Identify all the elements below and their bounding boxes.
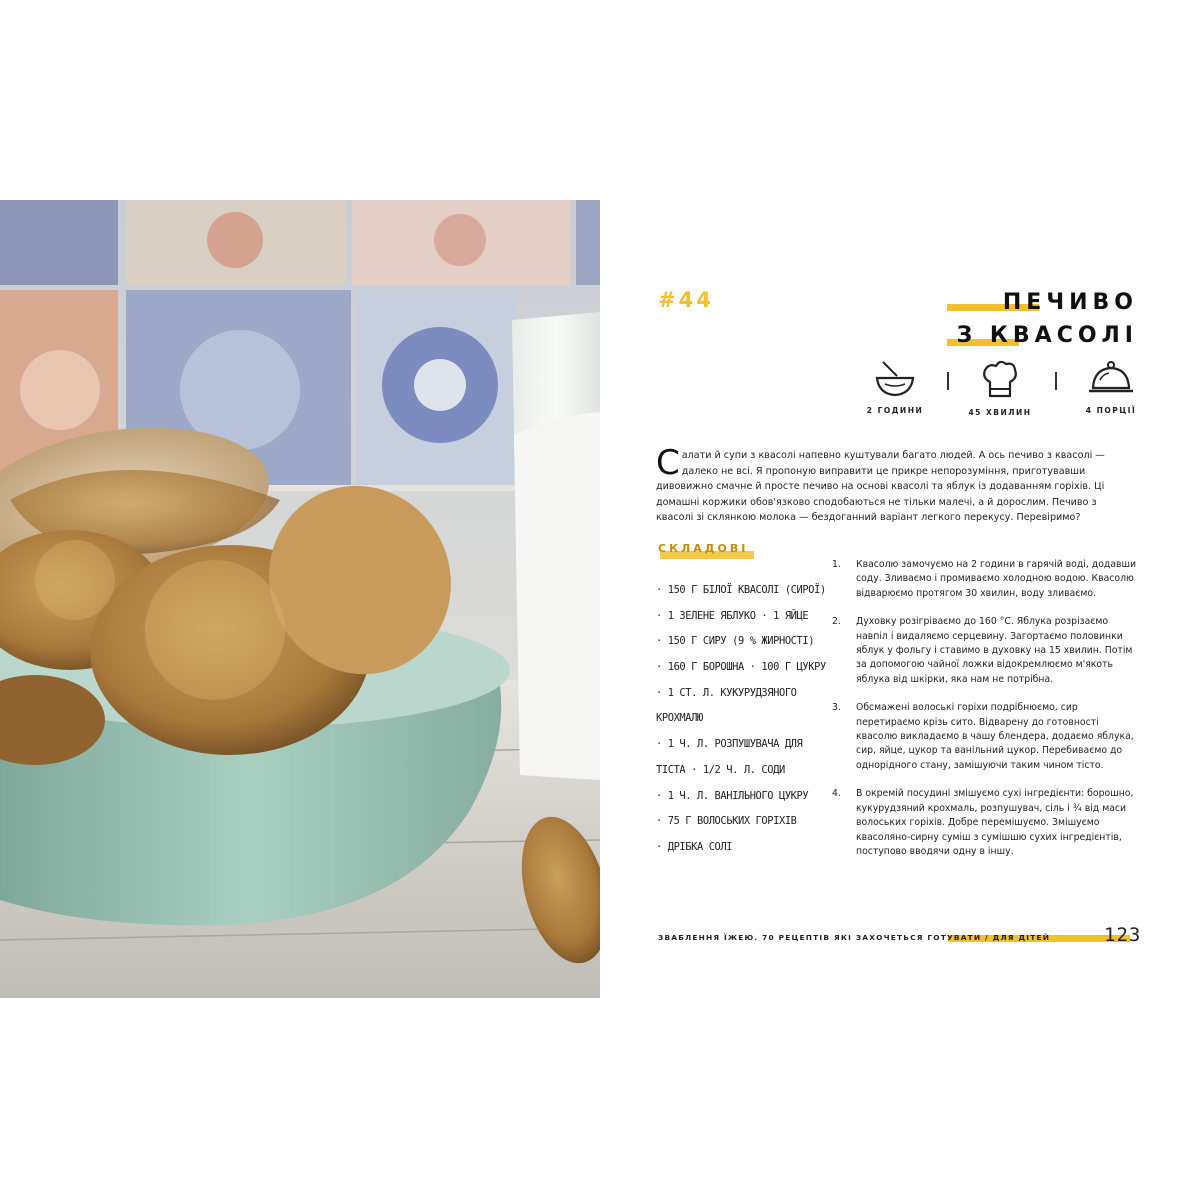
ingredient-item: · 1 ЗЕЛЕНЕ ЯБЛУКО · 1 ЯЙЦЕ bbox=[656, 609, 809, 622]
ingredients-list bbox=[656, 578, 826, 861]
intro-text: алати й супи з квасолі напевно куштували багато людей. А ось печиво з квасолі — далеко не всі. Я пропоную виправити це прикре непорозуміння, приготувавши дивовижно смачне й просте печиво на основі квасолі та яблук із додаванням горіхів. Ці домашні коржики обов'язково сподобаються не тільки малечі, а й дорослим. Печиво з квасолі зі склянкою молока — бездоганний варіант легкого перекусу. Перевіримо? bbox=[656, 450, 1105, 523]
book-spread bbox=[0, 200, 1200, 998]
ingredient-item: · 1 Ч. Л. ВАНІЛЬНОГО ЦУКРУ bbox=[656, 789, 809, 802]
method-step: 2. Духовку розігріваємо до 160 °С. Яблука розрізаємо навпіл і видаляємо серцевину. Загортаємо половинки яблук у фольгу і ставимо в духовку на 15 хвилин. Потім за допомогою чайної ложки відокремлюємо м'якоть яблука від шкірки, яка нам не потрібна. bbox=[832, 616, 1133, 685]
ingredient-item: · 150 Г БІЛОЇ КВАСОЛІ (СИРОЇ) bbox=[656, 584, 826, 596]
ingredient-item: · 150 Г СИРУ (9 % ЖИРНОСТІ) bbox=[656, 635, 815, 648]
ingredient-item: КРОХМАЛЮ bbox=[656, 712, 703, 725]
ingredient-item: · 1 СТ. Л. КУКУРУДЗЯНОГО bbox=[656, 686, 797, 699]
title-line-1: ПЕЧИВО bbox=[957, 286, 1138, 319]
cookies-in-bowl-illustration bbox=[0, 200, 600, 998]
recipe-stats bbox=[855, 358, 1155, 428]
page-footer bbox=[658, 924, 1142, 950]
recipe-page bbox=[600, 200, 1200, 998]
stat-cook-time: 45 ХВИЛИН bbox=[960, 358, 1040, 417]
mixing-bowl-icon bbox=[873, 358, 917, 398]
recipe-title bbox=[957, 286, 1138, 352]
intro-dropcap: С bbox=[656, 443, 680, 483]
stat-servings: 4 ПОРЦІЇ bbox=[1071, 358, 1151, 415]
recipe-number: #44 bbox=[658, 288, 714, 312]
ingredient-item: · 75 Г ВОЛОСЬКИХ ГОРІХІВ bbox=[656, 815, 797, 828]
page-number: 123 bbox=[1104, 924, 1142, 946]
stat-prep-time: 2 ГОДИНИ bbox=[855, 358, 935, 415]
ingredients-heading: СКЛАДОВІ bbox=[658, 542, 748, 555]
ingredient-item: · ДРІБКА СОЛІ bbox=[656, 840, 733, 853]
method-step: 4. В окремій посудині змішуємо сухі інгредієнти: борошно, кукурудзяний крохмаль, розпушувач, сіль і ¾ від маси волоських горіхів. Добре перемішуємо. Змішуємо квасоляно-сирну суміш з сумішшю сухих інгредієнтів, поступово вводячи одну в іншу. bbox=[832, 788, 1134, 857]
ingredient-item: · 160 Г БОРОШНА · 100 Г ЦУКРУ bbox=[656, 661, 826, 674]
method-steps bbox=[832, 558, 1138, 859]
ingredient-item: ТІСТА · 1/2 Ч. Л. СОДИ bbox=[656, 763, 785, 776]
running-footer-text: ЗВАБЛЕННЯ ЇЖЕЮ. 70 РЕЦЕПТІВ ЯКІ ЗАХОЧЕТЬСЯ ГОТУВАТИ / ДЛЯ ДІТЕЙ bbox=[658, 933, 1051, 942]
cookies-photo bbox=[0, 200, 600, 998]
serving-cloche-icon bbox=[1086, 358, 1136, 398]
stat-divider bbox=[1055, 372, 1057, 390]
method-step: 3. Обсмажені волоські горіхи подрібнюємо, сир перетираємо крізь сито. Відварену до готовності квасолю викладаємо в чашу блендера, додаємо яблука, сир, яйце, цукор та ванільний цукор. Перебиваємо до однорідного стану, замішуючи таким чином тісто. bbox=[832, 702, 1134, 771]
chef-hat-icon bbox=[978, 358, 1022, 400]
recipe-intro bbox=[656, 443, 1136, 526]
stat-divider bbox=[947, 372, 949, 390]
title-line-2: З КВАСОЛІ bbox=[957, 319, 1138, 352]
method-step: 1. Квасолю замочуємо на 2 години в гарячій воді, додавши соду. Зливаємо і промиваємо холодною водою. Квасолю відварюємо протягом 30 хвилин, воду зливаємо. bbox=[832, 559, 1137, 599]
ingredient-item: · 1 Ч. Л. РОЗПУШУВАЧА ДЛЯ bbox=[656, 738, 803, 751]
